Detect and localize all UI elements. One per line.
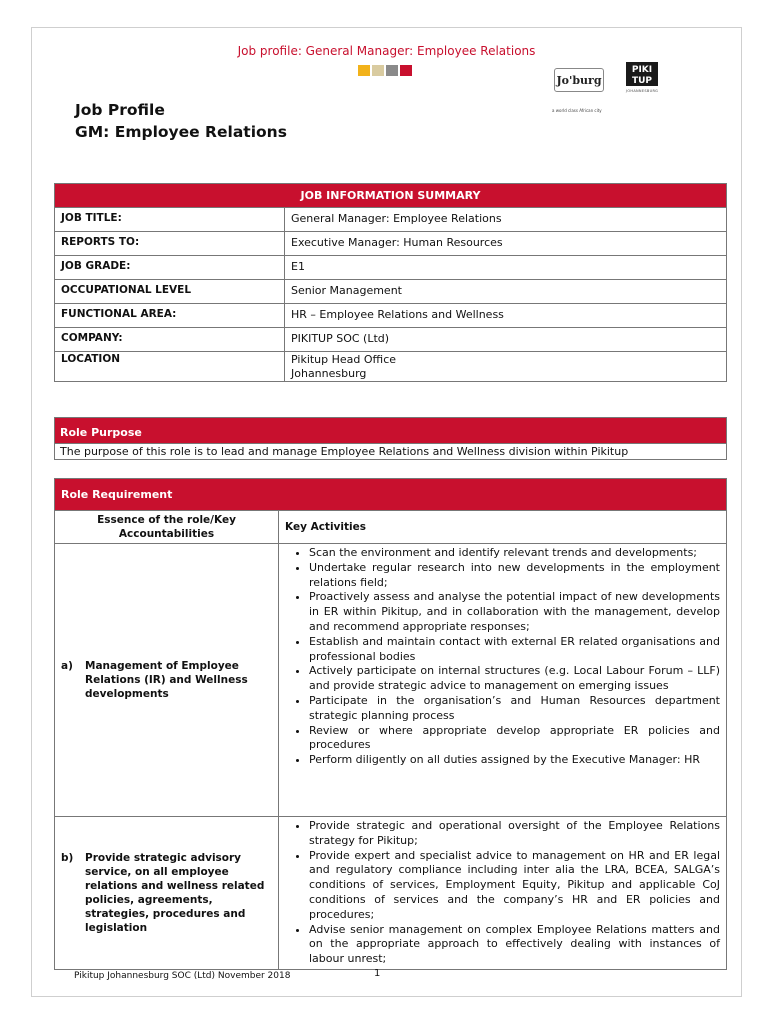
title-line-2: GM: Employee Relations <box>75 123 287 141</box>
list-item: • Scan the environment and identify relevant trends and developments; <box>309 546 720 561</box>
row-label: JOB GRADE: <box>55 256 285 280</box>
swatch <box>358 65 370 76</box>
accountability-cell <box>55 544 279 817</box>
summary-heading: JOB INFORMATION SUMMARY <box>55 184 727 208</box>
row-value: HR – Employee Relations and Wellness <box>285 304 727 328</box>
table-row <box>55 280 727 304</box>
row-value: E1 <box>285 256 727 280</box>
column-header-activities: Key Activities <box>279 511 727 544</box>
joburg-tagline: a world class African city <box>552 108 602 113</box>
row-label: FUNCTIONAL AREA: <box>55 304 285 328</box>
accountability-title: Provide strategic advisory service, on all employee relations and wellness related policies, agreements, strategies, procedures and legislation <box>85 851 265 934</box>
table-row <box>55 256 727 280</box>
table-row <box>55 352 727 382</box>
activities-list <box>285 819 720 967</box>
list-item: • Provide strategic and operational oversight of the Employee Relations strategy for Pikitup; <box>309 819 720 849</box>
pikitup-logo-line2: TUP <box>631 76 653 86</box>
purpose-heading: Role Purpose <box>55 418 727 444</box>
list-item: • Establish and maintain contact with external ER related organisations and professional bodies <box>309 635 720 665</box>
list-item: • Review or where appropriate develop appropriate ER policies and procedures <box>309 724 720 754</box>
table-row <box>55 304 727 328</box>
document-title <box>75 99 287 143</box>
table-row <box>55 232 727 256</box>
pikitup-logo <box>624 61 660 87</box>
list-item: • Perform diligently on all duties assigned by the Executive Manager: HR <box>309 753 720 768</box>
swatch <box>372 65 384 76</box>
table-row <box>55 208 727 232</box>
table-row <box>55 328 727 352</box>
color-swatches <box>358 65 412 76</box>
row-value: Senior Management <box>285 280 727 304</box>
location-line-1: Pikitup Head Office <box>291 353 397 366</box>
list-item: • Participate in the organisation’s and Human Resources department strategic planning process <box>309 694 720 724</box>
list-item: • Undertake regular research into new developments in the employment relations field; <box>309 561 720 591</box>
document-page <box>31 27 742 997</box>
pikitup-sub: JOHANNESBURG <box>626 89 659 93</box>
header-title: Job profile: General Manager: Employee Relations <box>237 44 536 58</box>
activities-cell <box>279 817 727 970</box>
swatch <box>400 65 412 76</box>
job-info-summary-table <box>54 183 727 382</box>
accountability-letter: a) <box>61 660 73 672</box>
joburg-logo: Jo'burg <box>554 68 604 92</box>
row-value: PIKITUP SOC (Ltd) <box>285 328 727 352</box>
swatch <box>386 65 398 76</box>
page-number: 1 <box>374 968 381 979</box>
pikitup-logo-line1: PIKI <box>631 65 653 75</box>
column-header-accountabilities: Essence of the role/Key Accountabilities <box>55 511 279 544</box>
row-label: JOB TITLE: <box>55 208 285 232</box>
table-row <box>55 817 727 970</box>
accountability-letter: b) <box>61 851 74 864</box>
row-value: Executive Manager: Human Resources <box>285 232 727 256</box>
list-item: • Actively participate on internal structures (e.g. Local Labour Forum – LLF) and provide strategic advice to management on emerging issues <box>309 664 720 694</box>
list-item: • Advise senior management on complex Employee Relations matters and on the appropriate approach to effectively dealing with instances of labour unrest; <box>309 923 720 967</box>
row-value: General Manager: Employee Relations <box>285 208 727 232</box>
row-value <box>285 352 727 382</box>
requirement-heading: Role Requirement <box>55 479 727 511</box>
accountability-title: Management of Employee Relations (IR) and Wellness developments <box>85 660 248 700</box>
table-row <box>55 544 727 817</box>
row-label: OCCUPATIONAL LEVEL <box>55 280 285 304</box>
row-label: REPORTS TO: <box>55 232 285 256</box>
row-label: COMPANY: <box>55 328 285 352</box>
footer-text: Pikitup Johannesburg SOC (Ltd) November 2018 <box>74 971 291 981</box>
purpose-text: The purpose of this role is to lead and manage Employee Relations and Wellness division within Pikitup <box>55 444 727 460</box>
title-line-1: Job Profile <box>75 101 165 119</box>
list-item: • Provide expert and specialist advice to management on HR and ER legal and regulatory compliance including inter alia the LRA, BCEA, SALGA’s conditions of services, Employment Equity, Pikitup and applicable CoJ conditions of services and the company’s HR and ER policies and procedures; <box>309 849 720 923</box>
list-item: • Proactively assess and analyse the potential impact of new developments in ER within Pikitup, and in collaboration with the management, develop and recommend appropriate responses; <box>309 590 720 634</box>
location-line-2: Johannesburg <box>291 367 367 380</box>
activities-cell <box>279 544 727 817</box>
accountability-cell <box>55 817 279 970</box>
activities-list <box>285 546 720 768</box>
role-requirement-table <box>54 478 727 970</box>
role-purpose-table <box>54 417 727 460</box>
row-label: LOCATION <box>55 352 285 382</box>
